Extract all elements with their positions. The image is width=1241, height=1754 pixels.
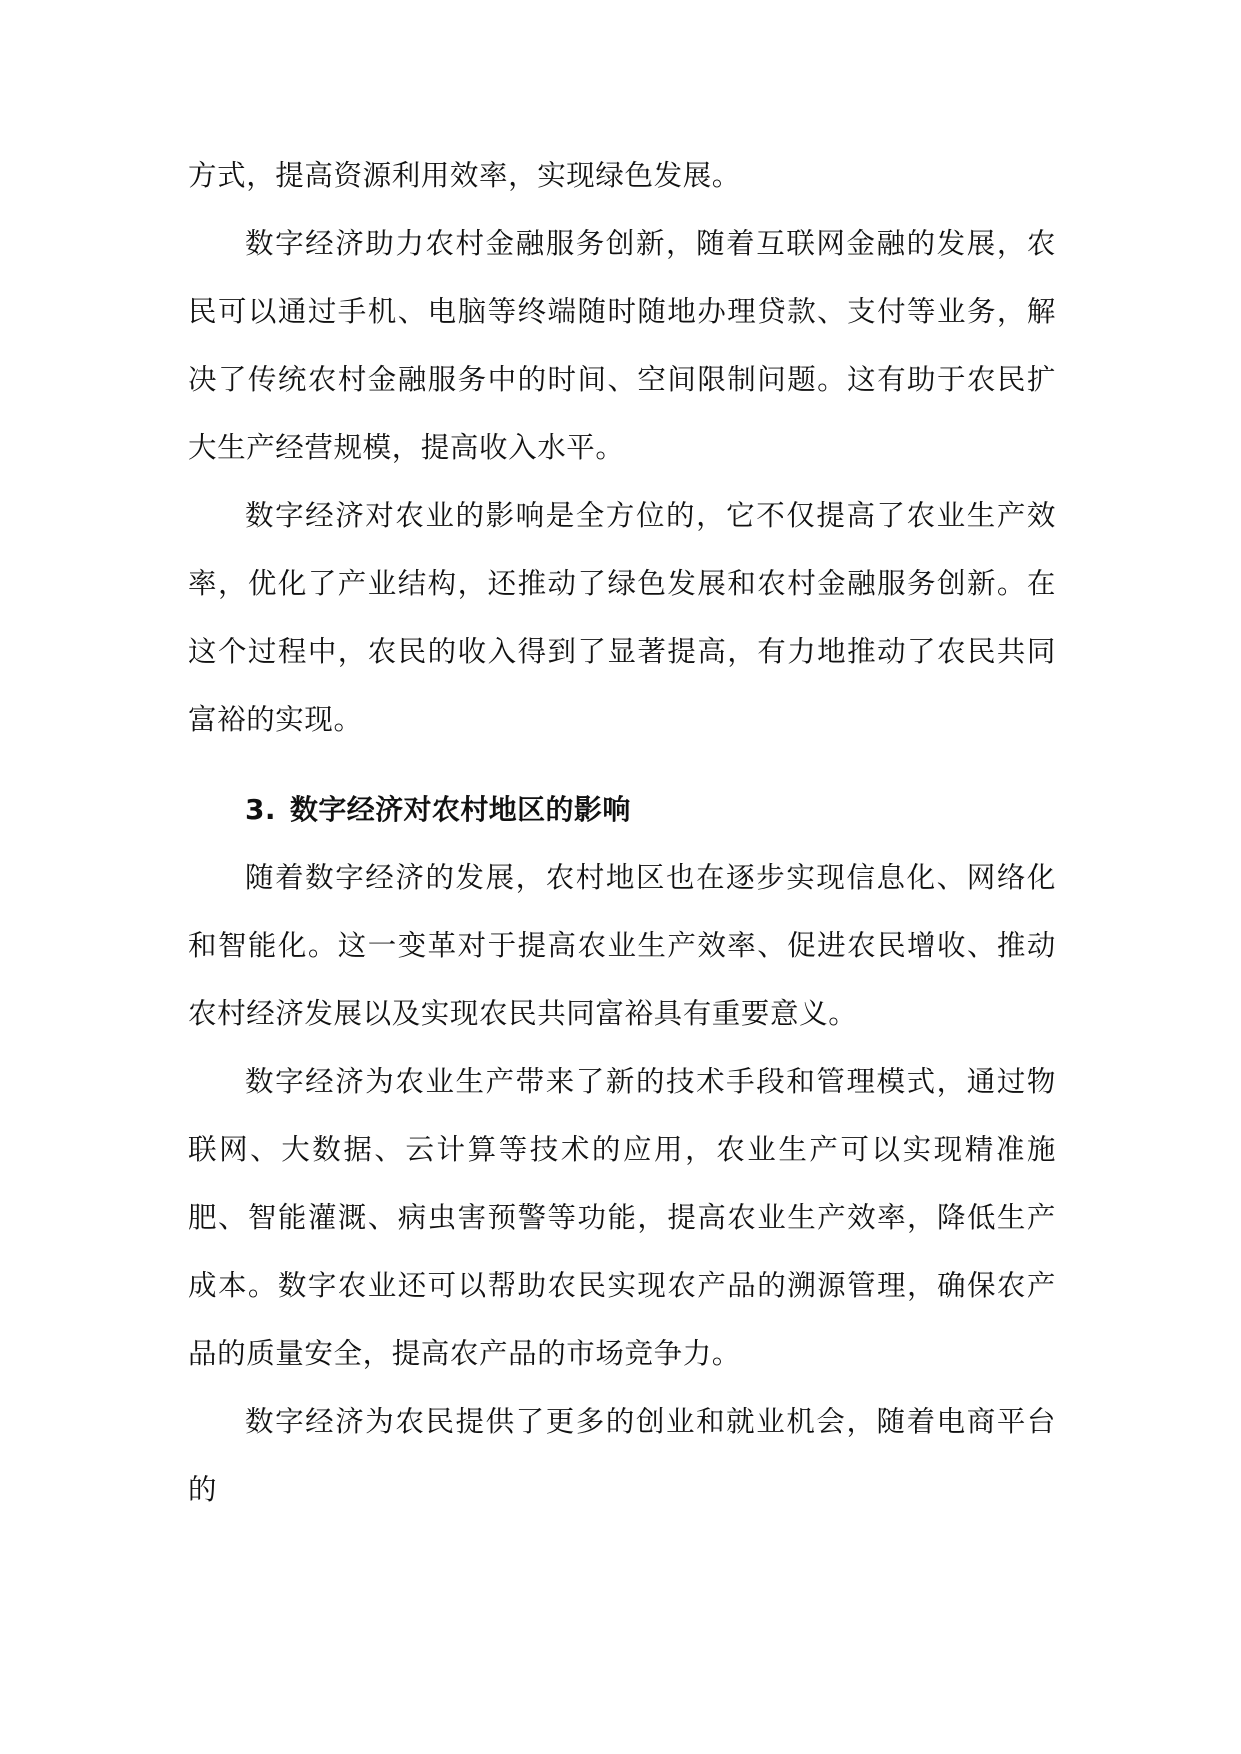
paragraph-rural-finance: 数字经济助力农村金融服务创新，随着互联网金融的发展，农民可以通过手机、电脑等终端随时随地办理贷款、支付等业务，解决了传统农村金融服务中的时间、空间限制问题。这有助于农民扩大生产经营规模，提高收入水平。	[188, 227, 1056, 464]
section-number: 3.	[245, 793, 276, 826]
paragraph-entrepreneurship: 数字经济为农民提供了更多的创业和就业机会，随着电商平台的	[188, 1405, 1056, 1506]
section-heading	[188, 776, 1056, 844]
page-content	[188, 142, 1056, 1524]
paragraph-agriculture-impact-summary: 数字经济对农业的影响是全方位的，它不仅提高了农业生产效率，优化了产业结构，还推动了绿色发展和农村金融服务创新。在这个过程中，农民的收入得到了显著提高，有力地推动了农民共同富裕的实现。	[188, 499, 1056, 736]
section-title: 数字经济对农村地区的影响	[289, 793, 631, 826]
paragraph-rural-informatization: 随着数字经济的发展，农村地区也在逐步实现信息化、网络化和智能化。这一变革对于提高农业生产效率、促进农民增收、推动农村经济发展以及实现农民共同富裕具有重要意义。	[188, 861, 1056, 1030]
paragraph-continuation: 方式，提高资源利用效率，实现绿色发展。	[188, 159, 741, 192]
paragraph-digital-agriculture: 数字经济为农业生产带来了新的技术手段和管理模式，通过物联网、大数据、云计算等技术的应用，农业生产可以实现精准施肥、智能灌溉、病虫害预警等功能，提高农业生产效率，降低生产成本。数字农业还可以帮助农民实现农产品的溯源管理，确保农产品的质量安全，提高农产品的市场竞争力。	[188, 1065, 1056, 1370]
